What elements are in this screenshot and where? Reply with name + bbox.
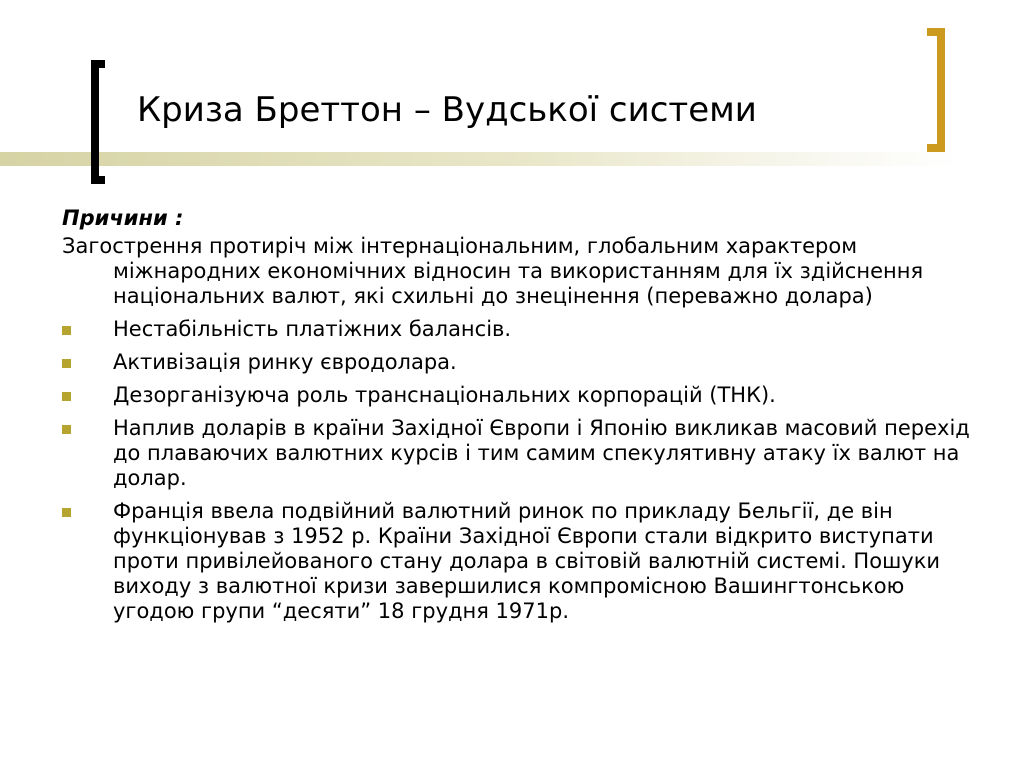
square-bullet-icon bbox=[62, 359, 71, 368]
intro-paragraph: Загострення протиріч між інтернаціональним, глобальним характером міжнародних економічних відносин та використанням для їх здійснення національних валют, які схильні до знецінення (переважно долара) bbox=[62, 234, 924, 308]
list-item-text: Нестабільність платіжних балансів. bbox=[113, 317, 512, 341]
slide-body bbox=[62, 206, 982, 624]
slide-title: Криза Бреттон – Вудської системи bbox=[137, 90, 757, 130]
list-item-text: Активізація ринку євродолара. bbox=[113, 350, 457, 374]
list-item bbox=[62, 416, 982, 491]
right-bracket-decoration bbox=[927, 28, 945, 152]
list-item bbox=[62, 350, 982, 375]
left-bracket-decoration bbox=[91, 60, 105, 184]
list-item bbox=[62, 499, 982, 624]
square-bullet-icon bbox=[62, 392, 71, 401]
list-item-text: Дезорганізуюча роль транснаціональних корпорацій (ТНК). bbox=[113, 383, 776, 407]
title-accent-bar bbox=[0, 152, 960, 166]
list-item bbox=[62, 317, 982, 342]
square-bullet-icon bbox=[62, 425, 71, 434]
list-item-text: Наплив доларів в країни Західної Європи і Японію викликав масовий перехід до плаваючих валютних курсів і тим самим спекулятивну атаку їх валют на долар. bbox=[113, 416, 970, 490]
list-item bbox=[62, 383, 982, 408]
list-item-text: Франція ввела подвійний валютний ринок по прикладу Бельгії, де він функціонував з 1952 р. Країни Західної Європи стали відкрито виступати проти привілейованого стану долара в світовій валютній системі. Пошуки виходу з валютної кризи завершилися компромісною Вашингтонською угодою групи “десяти” 18 грудня 1971р. bbox=[113, 499, 941, 623]
causes-list bbox=[62, 317, 982, 624]
causes-heading: Причини : bbox=[62, 206, 184, 230]
square-bullet-icon bbox=[62, 508, 71, 517]
square-bullet-icon bbox=[62, 326, 71, 335]
